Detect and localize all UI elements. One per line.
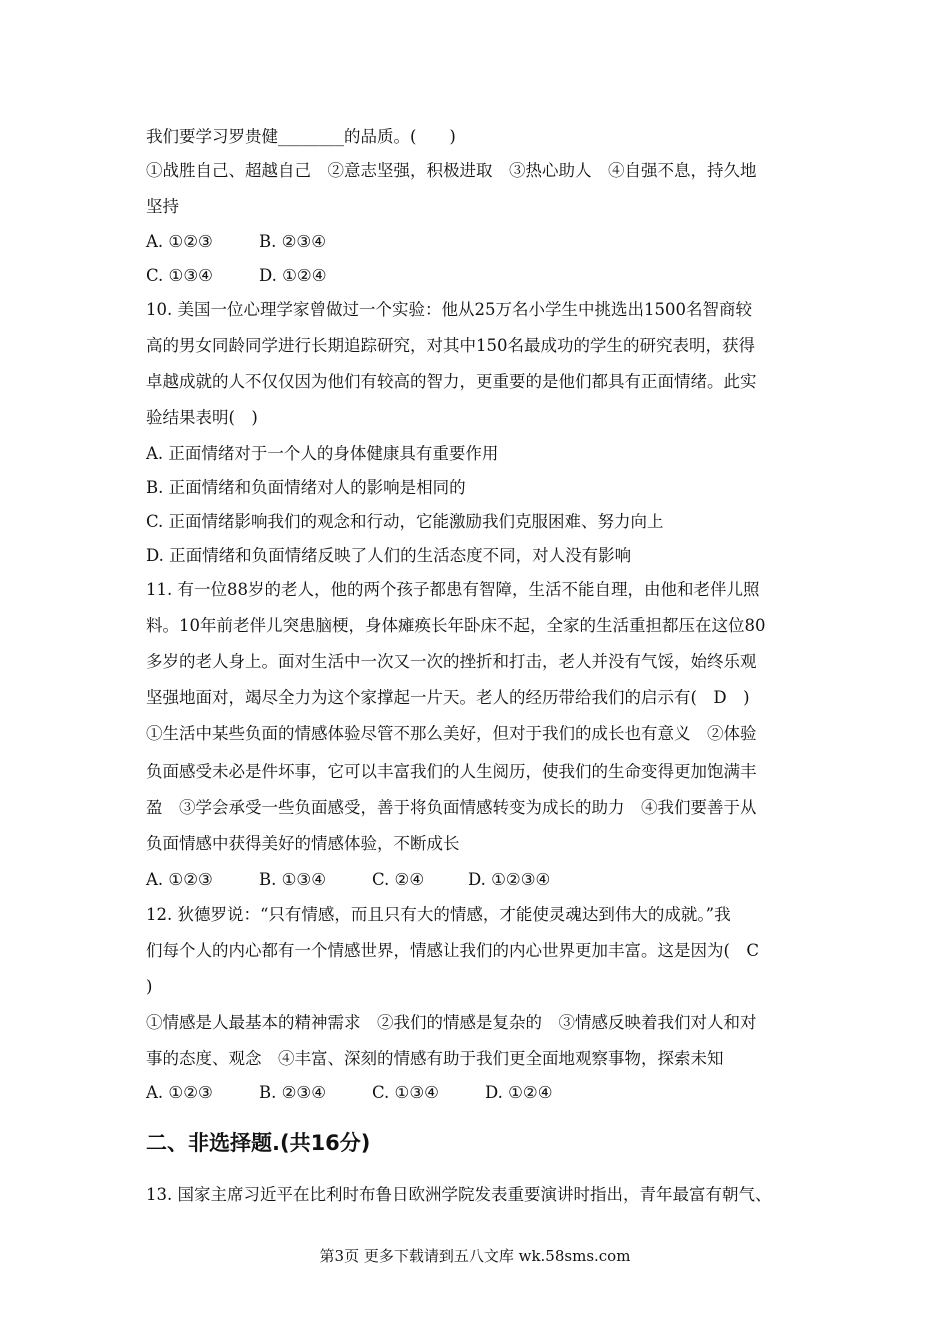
q11-option-c: C. ②④ xyxy=(372,870,425,889)
q11-line8: 负面情感中获得美好的情感体验，不断成长 xyxy=(146,834,460,853)
q12-option-d: D. ①②④ xyxy=(485,1083,553,1102)
q11-line3: 多岁的老人身上。面对生活中一次又一次的挫折和打击，老人并没有气馁，始终乐观 xyxy=(146,652,757,671)
q11-option-d: D. ①②③④ xyxy=(468,870,551,889)
q12-line2: 们每个人的内心都有一个情感世界，情感让我们的内心世界更加丰富。这是因为( C xyxy=(146,941,760,960)
q13-line1: 13. 国家主席习近平在比利时布鲁日欧洲学院发表重要演讲时指出，青年最富有朝气、 xyxy=(146,1185,772,1204)
q12-options-row xyxy=(146,1082,806,1104)
page-footer: 第3页 更多下载请到五八文库 wk.58sms.com xyxy=(319,1247,631,1265)
q9-statements-line2: 坚持 xyxy=(146,197,179,216)
q12-line5: 事的态度、观念 ④丰富、深刻的情感有助于我们更全面地观察事物，探索未知 xyxy=(146,1049,724,1068)
q10-option-a: A. 正面情绪对于一个人的身体健康具有重要作用 xyxy=(146,444,499,463)
q9-option-a: A. ①②③ xyxy=(146,232,213,251)
q11-line2: 料。10年前老伴儿突患脑梗，身体瘫痪长年卧床不起，全家的生活重担都压在这位80 xyxy=(146,616,766,635)
q9-options-row2 xyxy=(146,265,806,287)
q9-option-b: B. ②③④ xyxy=(259,232,326,251)
q11-line7: 盈 ③学会承受一些负面感受，善于将负面情感转变为成长的助力 ④我们要善于从 xyxy=(146,798,757,817)
section-heading: 二、非选择题.(共16分) xyxy=(146,1131,371,1155)
q10-line1: 10. 美国一位心理学家曾做过一个实验：他从25万名小学生中挑选出1500名智商较 xyxy=(146,300,752,319)
q12-option-c: C. ①③④ xyxy=(372,1083,439,1102)
q10-line3: 卓越成就的人不仅仅因为他们有较高的智力，更重要的是他们都具有正面情绪。此实 xyxy=(146,372,757,391)
q9-stem-tail: 我们要学习罗贵健________的品质。( ) xyxy=(146,127,456,146)
q10-option-d: D. 正面情绪和负面情绪反映了人们的生活态度不同，对人没有影响 xyxy=(146,546,632,565)
q12-option-a: A. ①②③ xyxy=(146,1083,213,1102)
q12-line4: ①情感是人最基本的精神需求 ②我们的情感是复杂的 ③情感反映着我们对人和对 xyxy=(146,1013,757,1032)
q10-line2: 高的男女同龄同学进行长期追踪研究，对其中150名最成功的学生的研究表明，获得 xyxy=(146,336,755,355)
q9-option-d: D. ①②④ xyxy=(259,266,327,285)
q12-line1: 12. 狄德罗说：“只有情感，而且只有大的情感，才能使灵魂达到伟大的成就。”我 xyxy=(146,905,731,924)
q11-line6: 负面感受未必是件坏事，它可以丰富我们的人生阅历，使我们的生命变得更加饱满丰 xyxy=(146,762,757,781)
q11-options-row xyxy=(146,869,806,891)
q9-options-row1 xyxy=(146,231,806,253)
q11-option-b: B. ①③④ xyxy=(259,870,326,889)
q12-option-b: B. ②③④ xyxy=(259,1083,326,1102)
q10-option-c: C. 正面情绪影响我们的观念和行动，它能激励我们克服困难、努力向上 xyxy=(146,512,664,531)
q9-statements-line1: ①战胜自己、超越自己 ②意志坚强，积极进取 ③热心助人 ④自强不息，持久地 xyxy=(146,161,757,180)
q11-line4: 坚强地面对，竭尽全力为这个家撑起一片天。老人的经历带给我们的启示有( D ) xyxy=(146,688,750,707)
q11-option-a: A. ①②③ xyxy=(146,870,213,889)
q10-option-b: B. 正面情绪和负面情绪对人的影响是相同的 xyxy=(146,478,466,497)
q10-line4: 验结果表明( ) xyxy=(146,408,258,427)
q11-line5: ①生活中某些负面的情感体验尽管不那么美好，但对于我们的成长也有意义 ②体验 xyxy=(146,724,757,743)
q9-option-c: C. ①③④ xyxy=(146,266,213,285)
q11-line1: 11. 有一位88岁的老人，他的两个孩子都患有智障，生活不能自理，由他和老伴儿照 xyxy=(146,580,760,599)
q12-line3: ) xyxy=(146,977,153,996)
